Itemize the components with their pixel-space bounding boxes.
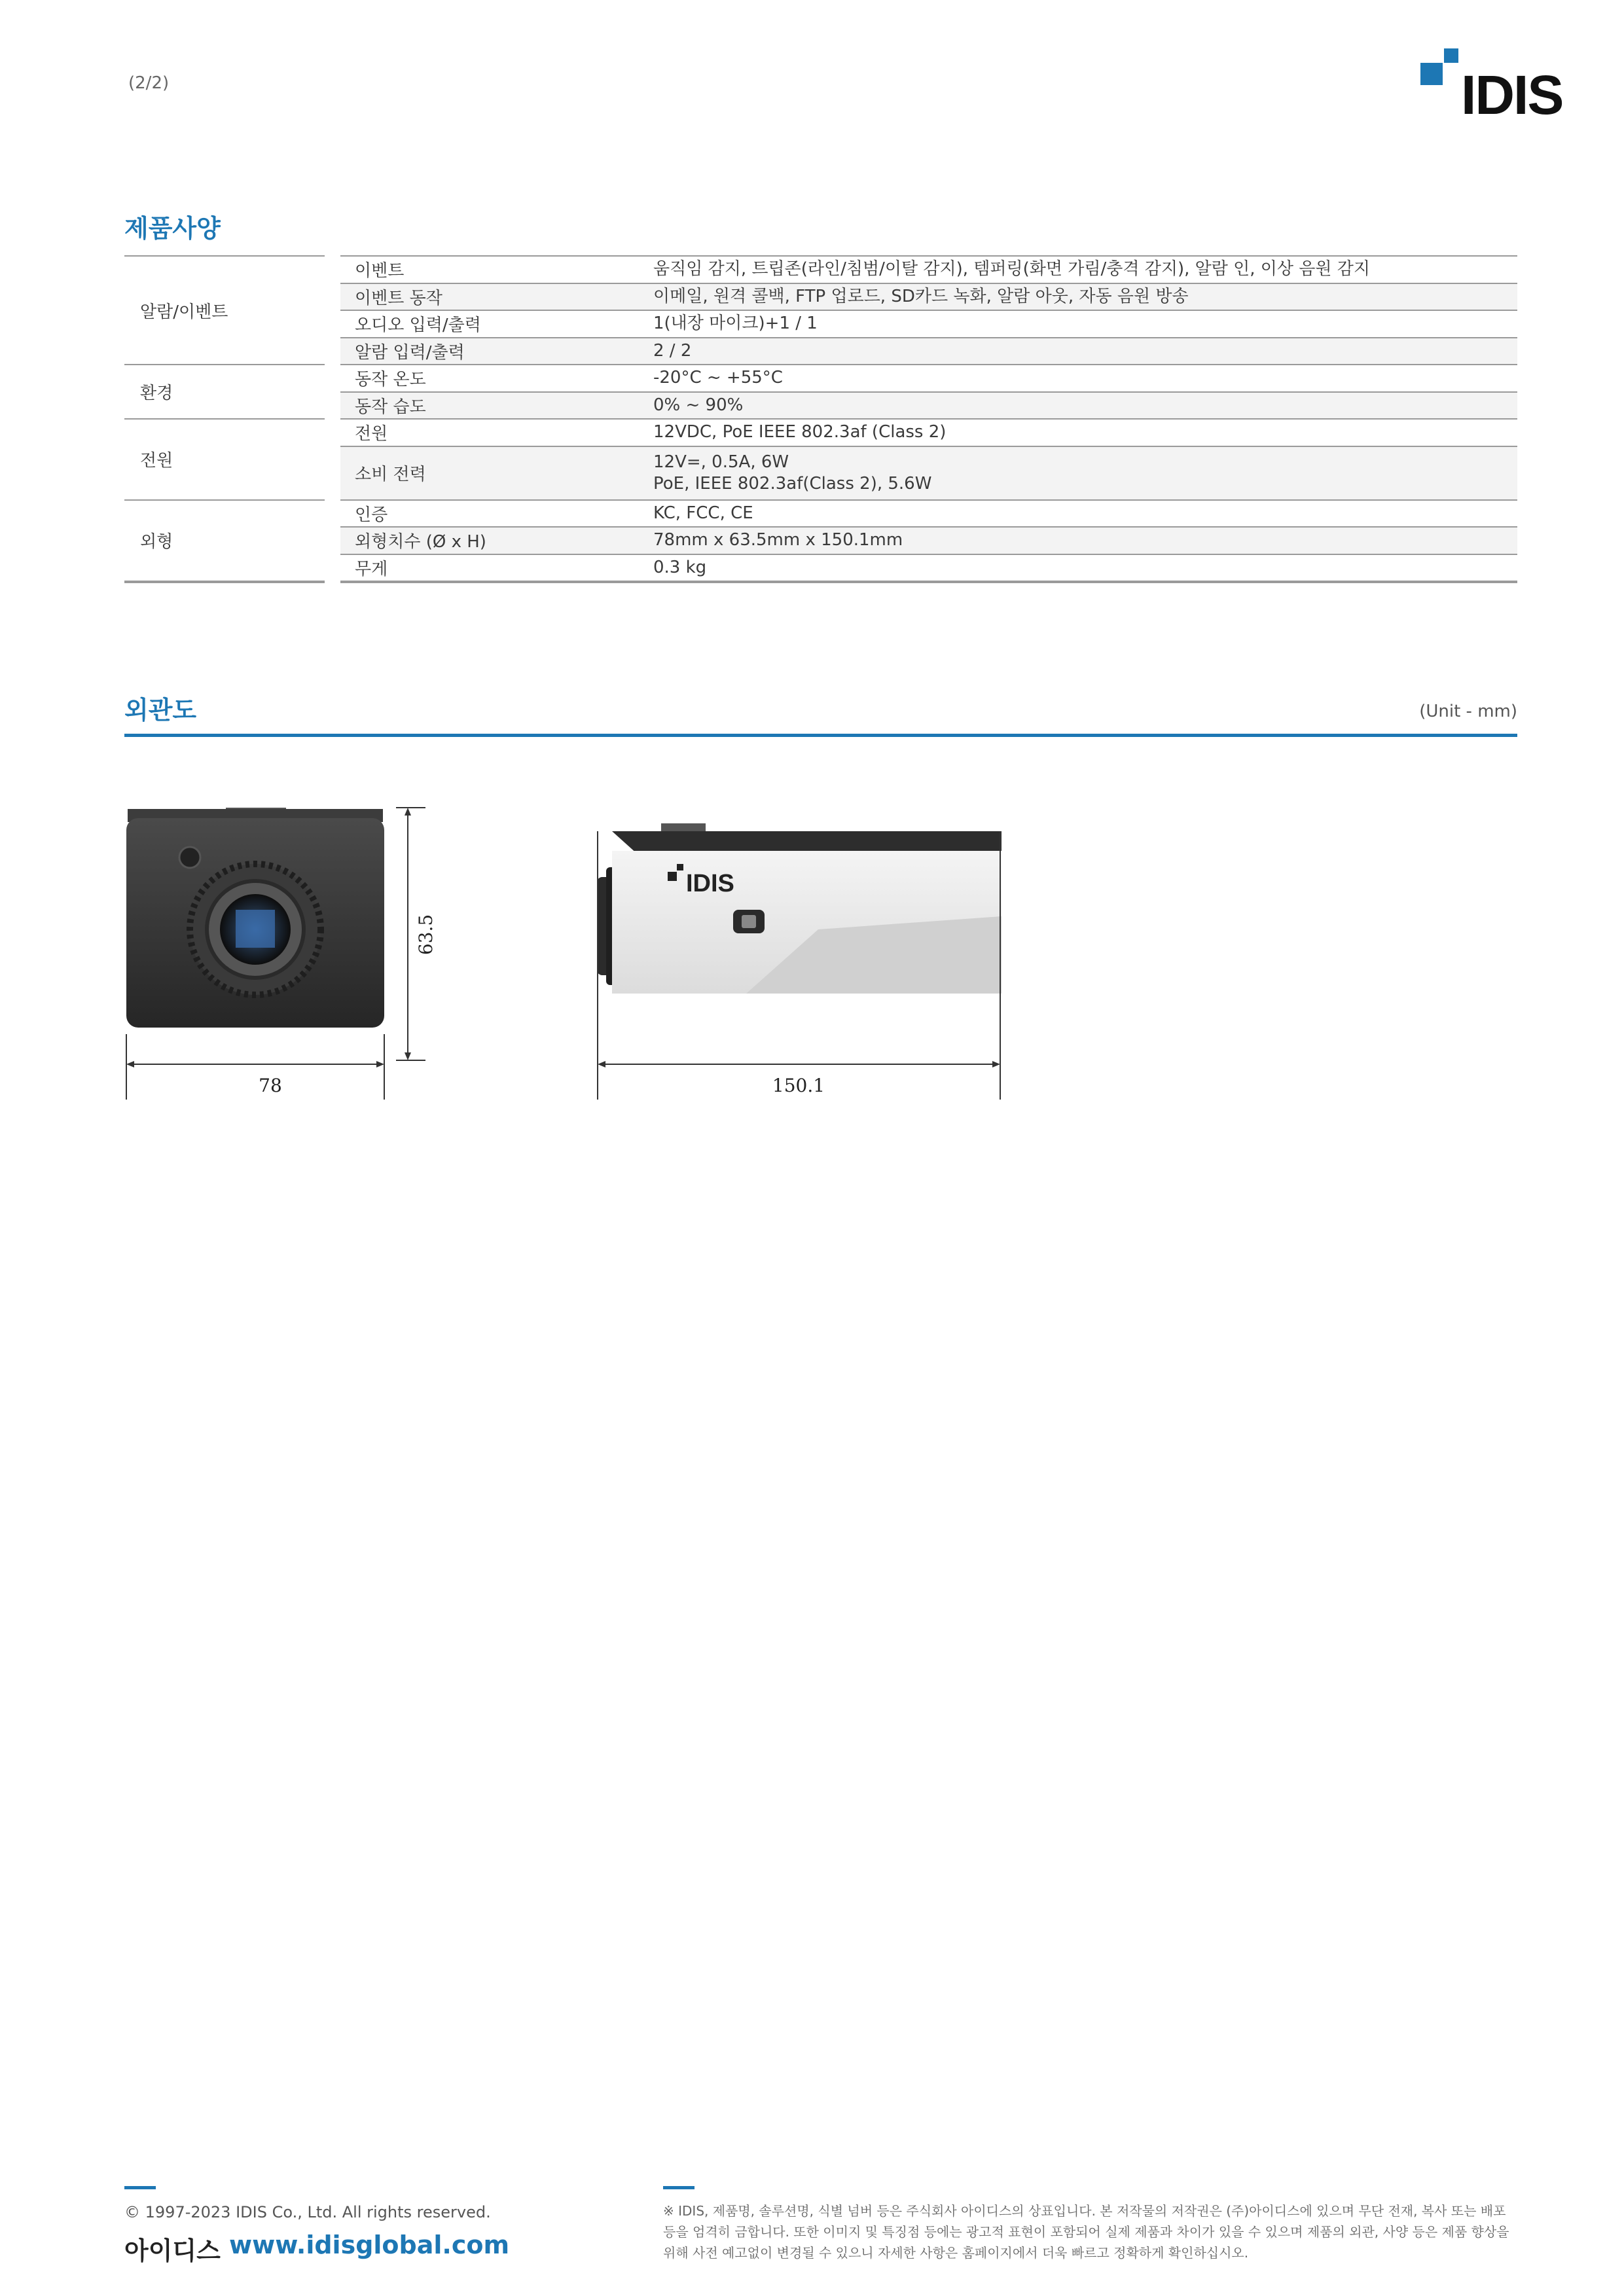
spec-row bbox=[340, 310, 1517, 337]
spec-key: 오디오 입력/출력 bbox=[355, 315, 481, 336]
spec-key: 이벤트 동작 bbox=[355, 288, 442, 308]
spec-value-line: 움직임 감지, 트립존(라인/침범/이탈 감지), 템퍼링(화면 가림/충격 감지), 알람 인, 이상 음원 감지 bbox=[653, 259, 1371, 279]
spec-key: 외형치수 (Ø x H) bbox=[355, 532, 486, 552]
front-view bbox=[126, 808, 384, 1028]
dim-front-height: 63.5 bbox=[415, 914, 437, 956]
spec-key: 인증 bbox=[355, 505, 388, 525]
table-bottom-rule bbox=[124, 581, 1517, 583]
spec-key: 이벤트 bbox=[355, 261, 405, 281]
spec-value bbox=[653, 313, 1517, 334]
spec-value-line: 1(내장 마이크)+1 / 1 bbox=[653, 314, 818, 334]
spec-group-label: 전원 bbox=[124, 418, 325, 499]
spec-row bbox=[340, 283, 1517, 310]
arrow-down bbox=[405, 1052, 411, 1060]
arrow-right bbox=[376, 1061, 384, 1067]
spec-row bbox=[340, 255, 1517, 283]
spec-value-line: 0% ~ 90% bbox=[653, 395, 744, 415]
spec-row bbox=[340, 337, 1517, 365]
arrow-left bbox=[126, 1061, 134, 1067]
exterior-drawing bbox=[0, 772, 1624, 1113]
spec-section-title: 제품사양 bbox=[124, 214, 221, 243]
spec-row bbox=[340, 499, 1517, 527]
spec-value bbox=[653, 340, 1517, 362]
footer-accent-right bbox=[663, 2186, 695, 2189]
spec-row bbox=[340, 364, 1517, 391]
spec-group bbox=[124, 255, 1517, 364]
footer-url[interactable]: www.idisglobal.com bbox=[229, 2231, 510, 2259]
spec-row bbox=[340, 391, 1517, 419]
spec-row bbox=[340, 418, 1517, 446]
spec-value-line: 0.3 kg bbox=[653, 557, 707, 577]
spec-value-line: 2 / 2 bbox=[653, 340, 692, 361]
spec-value-line: 12V=, 0.5A, 6W bbox=[653, 452, 789, 472]
arrow-side-left bbox=[598, 1061, 605, 1067]
unit-note: (Unit - mm) bbox=[1419, 702, 1517, 721]
spec-value bbox=[653, 529, 1517, 551]
footer-accent-left bbox=[124, 2186, 156, 2189]
spec-value-line: 78mm x 63.5mm x 150.1mm bbox=[653, 530, 903, 550]
spec-value-line: 이메일, 원격 콜백, FTP 업로드, SD카드 녹화, 알람 아웃, 자동 음원 방송 bbox=[653, 286, 1189, 306]
idis-logo bbox=[1420, 48, 1571, 118]
spec-key: 동작 온도 bbox=[355, 370, 426, 390]
dim-front-width: 78 bbox=[259, 1075, 282, 1096]
spec-value bbox=[653, 503, 1517, 524]
exterior-section-title: 외관도 bbox=[124, 696, 197, 725]
camera-logo-text: IDIS bbox=[686, 870, 734, 897]
page-number: (2/2) bbox=[128, 73, 170, 93]
spec-group-label: 외형 bbox=[124, 499, 325, 581]
spec-value bbox=[653, 286, 1517, 308]
spec-group bbox=[124, 499, 1517, 581]
logo-text: IDIS bbox=[1461, 64, 1563, 118]
spec-row bbox=[340, 526, 1517, 554]
section-divider bbox=[124, 734, 1517, 737]
dim-side-length: 150.1 bbox=[772, 1075, 825, 1096]
spec-row bbox=[340, 446, 1517, 499]
copyright: © 1997-2023 IDIS Co., Ltd. All rights reserved. bbox=[124, 2203, 491, 2221]
side-view bbox=[597, 823, 1001, 994]
spec-key: 동작 습도 bbox=[355, 397, 426, 417]
spec-group-label: 환경 bbox=[124, 364, 325, 418]
spec-key: 알람 입력/출력 bbox=[355, 342, 465, 363]
spec-value-line: KC, FCC, CE bbox=[653, 503, 753, 523]
spec-value bbox=[653, 422, 1517, 443]
spec-value-line: -20°C ~ +55°C bbox=[653, 368, 783, 388]
arrow-side-right bbox=[992, 1061, 1000, 1067]
spec-value bbox=[653, 557, 1517, 579]
spec-value bbox=[653, 367, 1517, 389]
spec-table bbox=[124, 255, 1517, 583]
spec-row bbox=[340, 554, 1517, 581]
spec-group bbox=[124, 418, 1517, 499]
spec-key: 전원 bbox=[355, 424, 388, 444]
arrow-up bbox=[405, 808, 411, 816]
spec-value bbox=[653, 395, 1517, 416]
footer-brand: 아이디스 bbox=[124, 2236, 221, 2265]
spec-value bbox=[653, 452, 1517, 495]
disclaimer: ※ IDIS, 제품명, 솔루션명, 식별 넘버 등은 주식회사 아이디스의 상표입니다. 본 저작물의 저작권은 (주)아이디스에 있으며 무단 전재, 복사 또는 배포 등을 엄격히 금합니다. 또한 이미지 및 특징점 등에는 광고적 표현이 포함되어 실제 제품과 차이가 있을 수 있으며 제품의 외관, 사양 등은 제품 향상을 위해 사전 예고없이 변경될 수 있으니 자세한 사항은 홈페이지에서 더욱 빠르고 정확하게 확인하십시오. bbox=[663, 2203, 1509, 2261]
spec-key: 소비 전력 bbox=[355, 465, 426, 484]
spec-key: 무게 bbox=[355, 559, 388, 579]
spec-group bbox=[124, 364, 1517, 418]
spec-value bbox=[653, 259, 1517, 280]
spec-value-line: PoE, IEEE 802.3af(Class 2), 5.6W bbox=[653, 473, 932, 493]
spec-value-line: 12VDC, PoE IEEE 802.3af (Class 2) bbox=[653, 422, 947, 442]
spec-group-label: 알람/이벤트 bbox=[124, 255, 325, 364]
